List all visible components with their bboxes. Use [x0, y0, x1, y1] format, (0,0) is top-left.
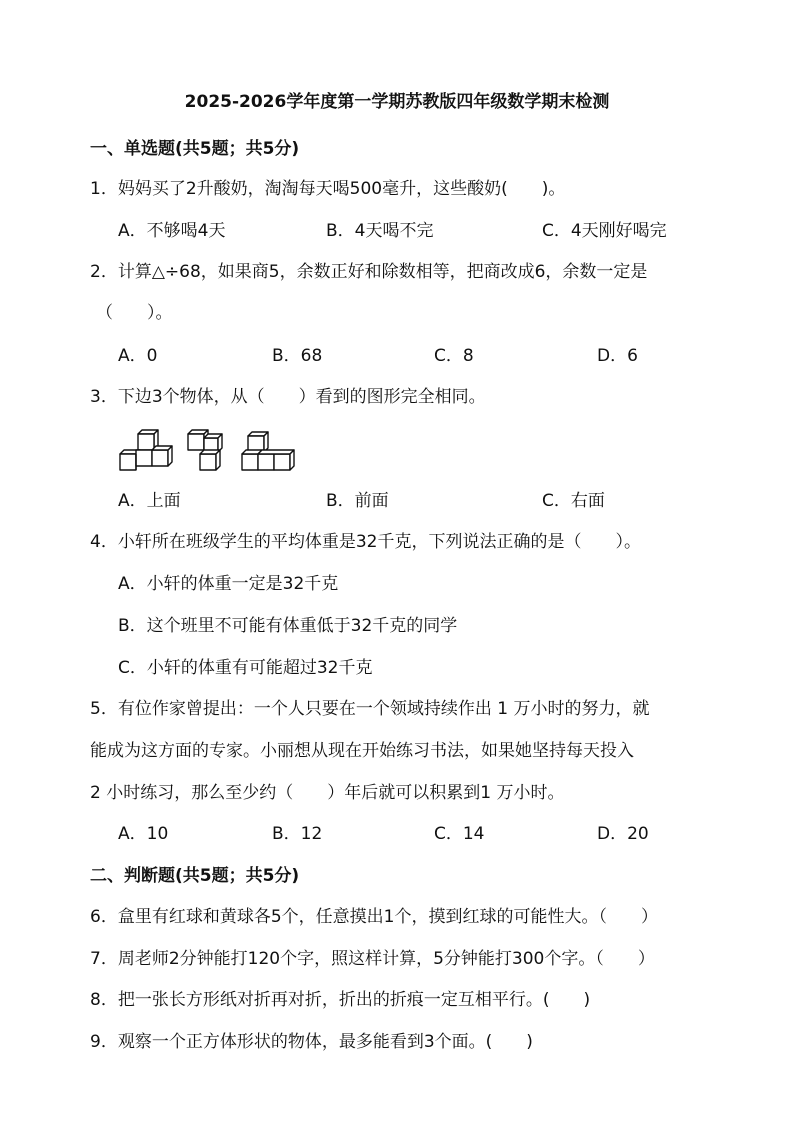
question-2-text-line-1: 2．计算△÷68，如果商5，余数正好和除数相等，把商改成6，余数一定是 [90, 262, 648, 282]
question-5-option-a: A．10 [118, 824, 169, 844]
question-7-text: 7．周老师2分钟能打120个字，照这样计算，5分钟能打300个字。（ ） [90, 949, 655, 969]
cube-figure-3 [242, 432, 294, 470]
question-5-option-d: D．20 [597, 824, 649, 844]
question-1-option-a: A．不够喝4天 [118, 221, 226, 241]
question-1-option-c: C．4天刚好喝完 [542, 221, 667, 241]
section-heading-true-false: 二、判断题(共5题；共5分) [90, 866, 300, 886]
question-3-text: 3．下边3个物体，从（ ）看到的图形完全相同。 [90, 387, 486, 407]
question-5-text-line-3: 2 小时练习，那么至少约（ ）年后就可以积累到1 万小时。 [90, 783, 565, 803]
question-2-option-b: B．68 [272, 346, 323, 366]
question-4-option-a: A．小轩的体重一定是32千克 [118, 574, 339, 594]
question-5-option-b: B．12 [272, 824, 323, 844]
section-heading-single-choice: 一、单选题(共5题；共5分) [90, 139, 300, 159]
question-2-option-c: C．8 [434, 346, 474, 366]
question-5-text-line-2: 能成为这方面的专家。小丽想从现在开始练习书法，如果她坚持每天投入 [90, 741, 634, 761]
question-8-text: 8．把一张长方形纸对折再对折，折出的折痕一定互相平行。( ) [90, 990, 591, 1010]
question-2-text-line-2: （ ）。 [96, 303, 173, 323]
question-5-option-c: C．14 [434, 824, 485, 844]
question-1-option-b: B．4天喝不完 [326, 221, 434, 241]
question-2-option-a: A．0 [118, 346, 158, 366]
question-4-text: 4．小轩所在班级学生的平均体重是32千克，下列说法正确的是（ ）。 [90, 532, 641, 552]
question-1-text: 1．妈妈买了2升酸奶，淘淘每天喝500毫升，这些酸奶( )。 [90, 179, 566, 199]
cube-figures-icon [118, 428, 308, 474]
question-4-option-b: B．这个班里不可能有体重低于32千克的同学 [118, 616, 458, 636]
question-3-option-a: A．上面 [118, 491, 181, 511]
question-9-text: 9．观察一个正方体形状的物体，最多能看到3个面。( ) [90, 1032, 533, 1052]
question-3-option-c: C．右面 [542, 491, 605, 511]
question-4-option-c: C．小轩的体重有可能超过32千克 [118, 658, 373, 678]
question-6-text: 6．盒里有红球和黄球各5个，任意摸出1个，摸到红球的可能性大。（ ） [90, 907, 658, 927]
question-3-option-b: B．前面 [326, 491, 389, 511]
exam-title: 2025-2026学年度第一学期苏教版四年级数学期末检测 [184, 92, 610, 112]
question-2-option-d: D．6 [597, 346, 638, 366]
cube-figure-2 [188, 430, 222, 470]
question-5-text-line-1: 5．有位作家曾提出：一个人只要在一个领域持续作出 1 万小时的努力，就 [90, 699, 650, 719]
cube-figure-1 [120, 430, 172, 470]
